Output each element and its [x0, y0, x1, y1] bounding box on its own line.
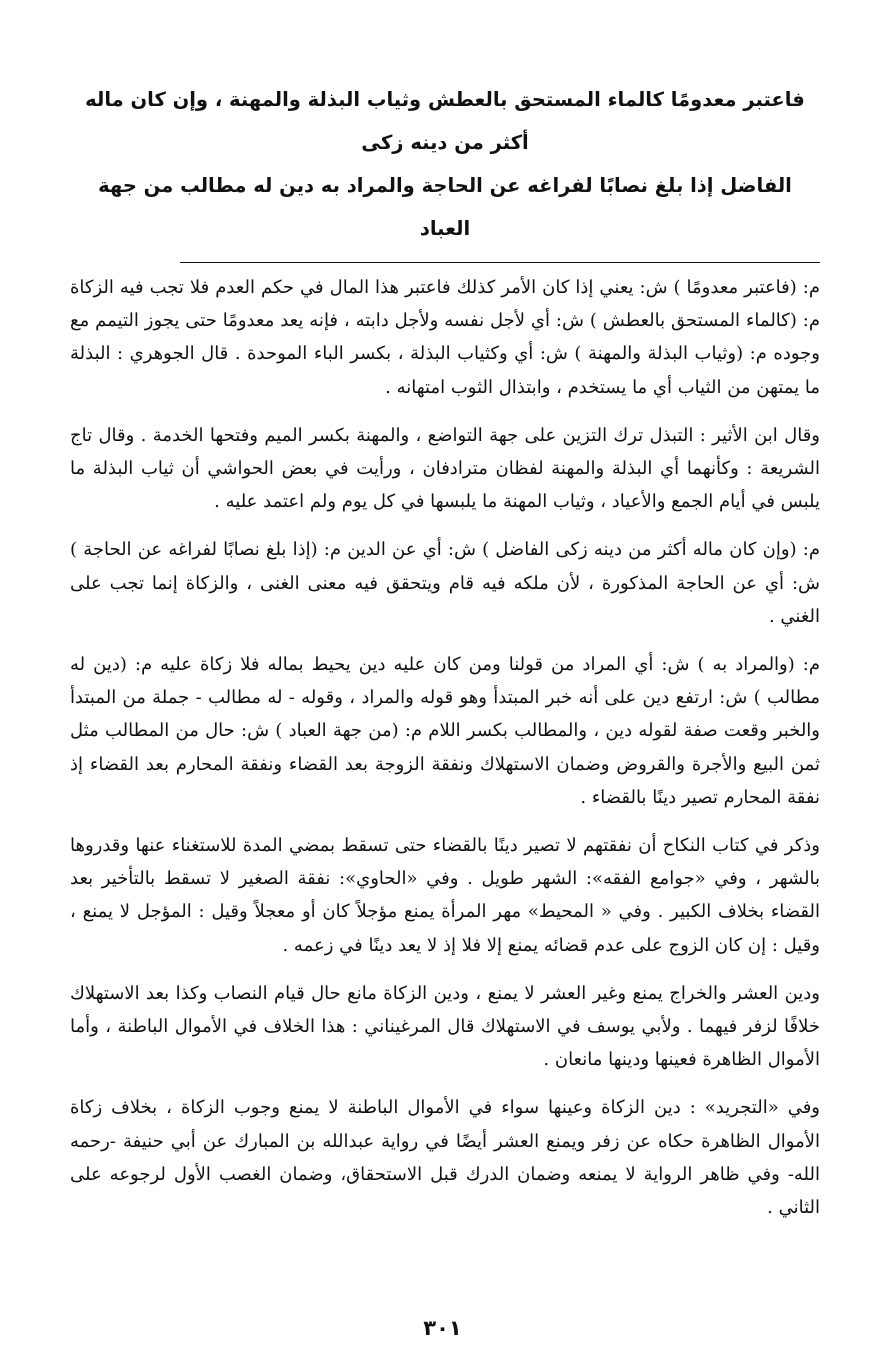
- separator-rule: [180, 262, 820, 263]
- matn-text: [70, 78, 820, 250]
- commentary-paragraph: م: (وإن كان ماله أكثر من دينه زكى الفاضل ) ش: أي عن الدين م: (إذا بلغ نصابًا لفراغه عن الحاجة ) ش: أي عن الحاجة المذكورة ، لأن ملكه فيه قام ويتحقق فيه معنى الغنى ، والزكاة إنما تجب على الغني .: [70, 539, 820, 627]
- matn-line-2: الفاضل إذا بلغ نصابًا لفراغه عن الحاجة والمراد به دين له مطالب من جهة العباد: [98, 174, 792, 240]
- commentary-paragraph: ودين العشر والخراج يمنع وغير العشر لا يمنع ، ودين الزكاة مانع حال قيام النصاب وكذا بعد الاستهلاك خلافًا لزفر فيهما . ولأبي يوسف في الاستهلاك قال المرغيناني : هذا الخلاف في الأموال الباطنة ، وأما الأموال الظاهرة فعينها ودينها مانعان .: [70, 982, 820, 1071]
- commentary: [70, 271, 820, 1224]
- matn-line-1: فاعتبر معدومًا كالماء المستحق بالعطش وثياب البذلة والمهنة ، وإن كان ماله أكثر من دينه زكى: [85, 88, 805, 154]
- commentary-paragraph: وفي «التجريد» : دين الزكاة وعينها سواء في الأموال الباطنة لا يمنع وجوب الزكاة ، بخلاف زكاة الأموال الظاهرة حكاه عن زفر ويمنع العشر أيضًا في رواية عبدالله بن المبارك عن أبي حنيفة -رحمه الله- وفي ظاهر الرواية لا يمنعه وضمان الدرك قبل الاستحقاق، وضمان الغصب الأول لرجوعه على الثاني .: [70, 1097, 820, 1219]
- commentary-paragraph: م: (فاعتبر معدومًا ) ش: يعني إذا كان الأمر كذلك فاعتبر هذا المال في حكم العدم فلا تجب فيه الزكاة م: (كالماء المستحق بالعطش ) ش: أي لأجل نفسه ولأجل دابته ، فإنه يعد معدومًا حتى يجوز التيمم مع وجوده م: (وثياب البذلة والمهنة ) ش: أي وكثياب البذلة ، بكسر الباء الموحدة . قال الجوهري : البذلة ما يمتهن من الثياب أي ما يستخدم ، وابتذال الثوب امتهانه .: [70, 277, 820, 398]
- commentary-paragraph: م: (والمراد به ) ش: أي المراد من قولنا ومن كان عليه دين يحيط بماله فلا زكاة عليه م: (دين له مطالب ) ش: ارتفع دين على أنه خبر المبتدأ وهو قوله والمراد ، وقوله - له مطالب - جملة من المبتدأ والخبر وقعت صفة لقوله دين ، والمطالب بكسر اللام م: (من جهة العباد ) ش: حال من المطالب مثل ثمن البيع والأجرة والقروض وضمان الاستهلاك ونفقة الزوجة بعد القضاء ونفقة المحارم بعد القضاء إذ نفقة المحارم تصير دينًا بالقضاء .: [70, 654, 820, 808]
- page-number: ٣٠١: [423, 1316, 462, 1340]
- book-page: [70, 70, 820, 1350]
- commentary-paragraph: وذكر في كتاب النكاح أن نفقتهم لا تصير دينًا بالقضاء حتى تسقط بمضي المدة للاستغناء عنها وقدروها بالشهر ، وفي «جوامع الفقه»: الشهر طويل . وفي «الحاوي»: نفقة الصغير لا تسقط بالتأخير بعد القضاء بخلاف الكبير . وفي « المحيط» مهر المرأة يمنع مؤجلاً كان أو معجلاً وقيل : المؤجل لا يمنع ، وقيل : إن كان الزوج على عدم قضائه يمنع إلا فلا إذ لا يعد دينًا في زعمه .: [70, 835, 820, 956]
- commentary-paragraph: وقال ابن الأثير : التبذل ترك التزين على جهة التواضع ، والمهنة بكسر الميم وفتحها الخدمة . وقال تاج الشريعة : وكأنهما أي البذلة والمهنة لفظان مترادفان ، ورأيت في بعض الحواشي أن ثياب البذلة ما يلبس في أيام الجمع والأعياد ، وثياب المهنة ما يلبسها في كل يوم ولم اعتمد عليه .: [70, 424, 820, 513]
